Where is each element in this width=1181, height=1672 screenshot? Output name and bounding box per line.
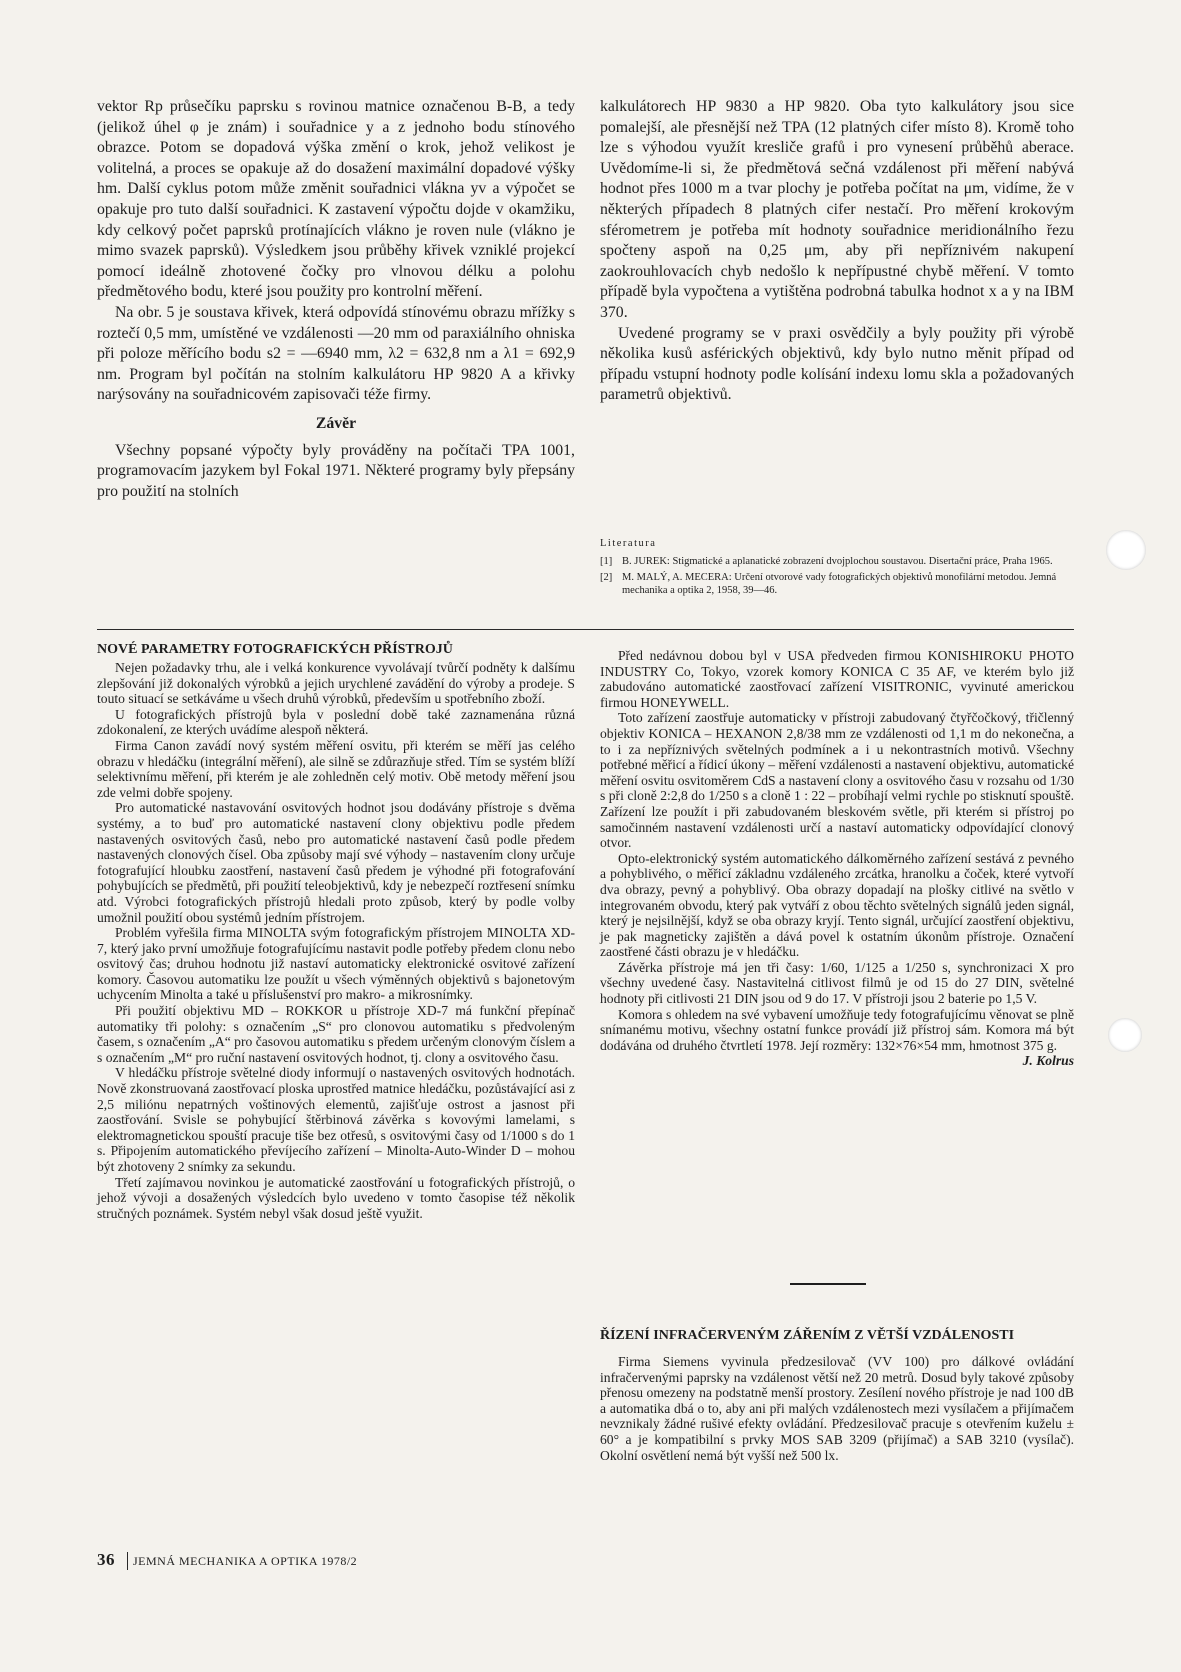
section-divider: [97, 629, 1074, 630]
konica-paragraph-5: Komora s ohledem na své vybavení umožňuje tedy fotografujícímu věnovat se plně snímanému motivu, všechny ostatní funkce provádí již přístroj sám. Komora má být dodávána od druhého čtvrtletí 1978. Její rozměry: 132×76×54 mm, hmotnost 375 g.: [600, 1006, 1074, 1053]
reference-2-number: [2]: [600, 572, 613, 583]
top-right-paragraph-1: kalkulátorech HP 9830 a HP 9820. Oba tyto kalkulátory jsou sice pomalejší, ale přesnější než TPA (12 platných cifer místo 8). Kromě toho lze s výhodou využít kresliče grafů i pro vynesení průběhů aberace. Uvědomíme-li si, že předmětová sečná vzdálenost při měření nabývá hodnot přes 1000 m a tvar plochy je potřeba počítat na μm, vidíme, že v některých případech 8 platných cifer nestačí. Pro měření krokovým sférometrem je potřeba mít hodnoty souřadnice meridionálního řezu spočteny aspoň na 0,25 μm, aby při nepříznivém nakupení zaokrouhlovacích chyb nedošlo k nepřípustné chybě měření. V tomto případě byla vypočtena a vytištěna podrobná tabulka hodnot x a y na IBM 370.: [600, 98, 1074, 321]
page-number: 36: [97, 1550, 115, 1569]
infrared-paragraph: Firma Siemens vyvinula předzesilovač (VV 100) pro dálkové ovládání infračervenými paprsky na vzdálenost větší než 20 metrů. Dosud byly takové způsoby přenosu omezeny na podstatně menší prostory. Zesílení nového přístroje je nad 100 dB a automatika dbá o to, aby ani při malých vzdálenostech mezi vysílačem a přijímačem nevznikaly žádné rušivé efekty ovládání. Předzesilovač pracuje s otevřením kuželu ± 60° a je kompatibilní s prvky MOS SAB 3209 (přijímač) a SAB 3210 (vysílač). Okolní osvětlení nemá být vyšší než 500 lx.: [600, 1354, 1074, 1463]
conclusion-heading: Závěr: [315, 414, 357, 432]
bottom-left-column: [97, 641, 575, 1221]
camera-paragraph-3: Firma Canon zavádí nový systém měření osvitu, při kterém se měří jas celého obrazu v hledáčku (integrální měření), ale silně se zdůrazňuje střed. Tím se systém blíží selektivnímu měření, při kterém je ale zohledněn celý motiv. Obě metody měření jsou zde velmi dobře spojeny.: [97, 737, 575, 800]
footer-divider: [127, 1552, 128, 1570]
top-left-column: [97, 97, 575, 502]
binder-hole-top: [1106, 530, 1146, 570]
camera-paragraph-6: Při použití objektivu MD – ROKKOR u přístroje XD-7 má funkční přepínač automatiky tři polohy: s označením „S“ pro clonovou automatiku s předvoleným časem, s označením „A“ pro časovou automatiku s předem určeným clonovým číslem a s označením „M“ pro ruční nastavení osvitových hodnot, tj. clony a osvitového času.: [97, 1003, 575, 1065]
camera-article-heading: NOVÉ PARAMETRY FOTOGRAFICKÝCH PŘÍSTROJŮ: [97, 642, 453, 657]
camera-paragraph-2: U fotografických přístrojů byla v poslední době také zaznamenána různá zdokonalení, ze kterých uvádíme alespoň některá.: [97, 706, 575, 738]
reference-1-text: B. JUREK: Stigmatické a aplanatické zobrazení dvojplochou soustavou. Disertační práce, Praha 1965.: [622, 556, 1053, 567]
top-left-paragraph-3: Všechny popsané výpočty byly prováděny na počítači TPA 1001, programovacím jazykem byl Fokal 1971. Některé programy byly přepsány pro použití na stolních: [97, 441, 575, 500]
top-right-column: [600, 97, 1074, 406]
bottom-right-column: [600, 648, 1074, 1069]
camera-paragraph-7: V hledáčku přístroje světelné diody informují o nastavených osvitových hodnotách. Nově zkonstruovaná zaostřovací ploska uprostřed matnice hledáčku, pozůstávající asi z 2,5 miliónu nepatrných voštinových elementů, zajišťuje ostrost a jasnost při zaostřování. Svisle se pohybující štěrbinová závěrka s kovovými lamelami, s elektromagnetickou spouští pracuje tiše bez otřesů, s osvitovými časy od 1/1000 s do 1 s. Připojením automatického převíjecího zařízení – Minolta-Auto-Winder D – mohou být zhotoveny 2 snímky za sekundu.: [97, 1065, 575, 1174]
konica-paragraph-4: Závěrka přístroje má jen tři časy: 1/60, 1/125 a 1/250 s, synchronizaci X pro všechny uvedené časy. Nastavitelná citlivost filmů je od 15 do 27 DIN, světelné hodnoty při citlivosti 21 DIN jsou od 9 do 17. V přístroji jsou 2 baterie po 1,5 V.: [600, 959, 1074, 1007]
camera-paragraph-8: Třetí zajímavou novinkou je automatické zaostřování u fotografických přístrojů, o jehož vývoji a dosažených výsledcích bylo uvedeno v tomto časopise též několik stručných poznámek. Systém nebyl však dosud ještě využit.: [97, 1174, 575, 1221]
camera-paragraph-1: Nejen požadavky trhu, ale i velká konkurence vyvolávají tvůrčí podněty k dalšímu zlepšování již dokonalých výrobků a jejich urychlené zavádění do výroby a prodeje. S touto situací se setkáváme u všech druhů výrobků, především u spotřebního zboží.: [97, 660, 575, 707]
journal-name: JEMNÁ MECHANIKA A OPTIKA 1978/2: [133, 1554, 358, 1568]
top-right-paragraph-2: Uvedené programy se v praxi osvědčily a byly použity při výrobě několika kusů asférických objektivů, kdy bylo nutno měnit případ od případu vstupní hodnoty podle kolísání indexu lomu skla a požadovaných parametrů objektivů.: [600, 324, 1074, 404]
reference-2: [600, 571, 1074, 597]
article-author: J. Kolrus: [1022, 1053, 1074, 1069]
article-separator: [790, 1283, 866, 1285]
reference-1: [600, 555, 1074, 568]
binder-hole-bottom: [1108, 1018, 1142, 1052]
literature-title: Literatura: [600, 538, 657, 549]
top-left-paragraph-1: vektor Rp průsečíku paprsku s rovinou matnice označenou B-B, a tedy (jelikož úhel φ je znám) i souřadnice y a z jednoho bodu stínového obrazce. Potom se dopadová výška změní o krok, jehož velikost je volitelná, a proces se opakuje až do dosažení maximální dopadové výšky hm. Další cyklus potom může změnit souřadnici vlákna yv a výpočet se opakuje pro tuto další souřadnici. K zastavení výpočtu dojde v okamžiku, kdy celkový počet paprsků protínajících vlákno je roven nule (vlákno je mimo svazek paprsků). Výsledkem jsou průběhy křivek vzniklé projekcí pomocí ideálně zhotovené čočky pro vlnovou délku a polohu předmětového bodu, které jsou použity pro kontrolní měření.: [97, 98, 575, 301]
camera-paragraph-4: Pro automatické nastavování osvitových hodnot jsou dodávány přístroje s dvěma systémy, a to buď pro automatické nastavení clony objektivu podle předem nastavených osvitových časů, nebo pro automatické nastavení časů podle předem nastavených clonových čísel. Oba způsoby mají své výhody – nastavením clony určuje fotografující hloubku zaostření, nastavení časů předem je výhodné při fotografování pohybujících se předmětů, při použití teleobjektivů, kdy je nebezpečí roztřesení snímku atd. Výrobci fotografických přístrojů hledali proto způsob, který by podle volby umožnil použití obou systémů jedním přístrojem.: [97, 800, 575, 925]
reference-1-number: [1]: [600, 556, 613, 567]
literature-section: [600, 538, 1074, 600]
konica-paragraph-1: Před nedávnou dobou byl v USA předveden firmou KONISHIROKU PHOTO INDUSTRY Co, Tokyo, vzorek komory KONICA C 35 AF, ve kterém bylo již zabudováno automatické zaostřovací zařízení VISITRONIC, vyvinuté americkou firmou HONEYWELL.: [600, 648, 1074, 710]
infrared-article: [600, 1327, 1074, 1463]
page-footer: [97, 1550, 357, 1570]
reference-2-text: M. MALÝ, A. MECERA: Určení otvorové vady fotografických objektivů monofilární metodou. Jemná mechanika a optika 2, 1958, 39—46.: [622, 572, 1057, 596]
camera-paragraph-5: Problém vyřešila firma MINOLTA svým fotografickým přístrojem MINOLTA XD-7, který jako první umožňuje fotografujícímu nastavit podle potřeby předem clonu nebo osvitový čas; druhou hodnotu již nastaví automaticky elektronické osvitové zařízení komory. Časovou automatiku lze použít u všech výměnných objektivů s bajonetovým uchycením Minolta a také u příslušenství pro makro- a mikrosnímky.: [97, 925, 575, 1003]
konica-paragraph-2: Toto zařízení zaostřuje automaticky v přístroji zabudovaný čtyřčočkový, třičlenný objektiv KONICA – HEXANON 2,8/38 mm ze vzdálenosti od 1,1 m do nekonečna, a to i za nepříznivých světelných podmínek a i u nekontrastních motivů. Všechny potřebné měřicí a řídicí úkony – měření vzdálenosti a nastavení objektivu, automatické měření osvitu osvitoměrem CdS a nastavení clony a osvitového času v rozsahu od 1/30 s při cloně 2:2,8 do 1/250 s a cloně 1 : 22 – probíhají velmi rychle po stisknutí spouště. Zařízení lze použít i při zabudovaném bleskovém světle, při kterém si přístroj po samočinném nastavení vzdálenosti určí a nastaví automaticky odpovídající clonový otvor.: [600, 710, 1074, 851]
infrared-article-heading: ŘÍZENÍ INFRAČERVENÝM ZÁŘENÍM Z VĚTŠÍ VZDÁLENOSTI: [600, 1328, 1015, 1343]
top-left-paragraph-2: Na obr. 5 je soustava křivek, která odpovídá stínovému obrazu mřížky s roztečí 0,5 mm, umístěné ve vzdálenosti —20 mm od paraxiálního ohniska při poloze měřícího bodu s2 = —6940 mm, λ2 = 632,8 nm a λ1 = 692,9 nm. Program byl počítán na stolním kalkulátoru HP 9820 A a křivky narýsovány na souřadnicovém zapisovači téže firmy.: [97, 303, 575, 404]
konica-paragraph-3: Opto-elektronický systém automatického dálkoměrného zařízení sestává z pevného a pohyblivého, o měřicí základnu vzdáleného zrcátka, hranolku a čoček, které vytvoří dva obrazy, pevný a pohyblivý. Oba obrazy dopadají na plošky citlivé na světlo v integrovaném obvodu, který pak vytváří z obou těchto světelných signálů jeden signál, který je nejsilnější, když se oba obrazy kryjí. Tento signál, určující zaostření objektivu, je pak magneticky zajištěn a dává povel k ostatním úkonům přístroje. Označení zaostřené části obrazu je v hledáčku.: [600, 850, 1074, 960]
